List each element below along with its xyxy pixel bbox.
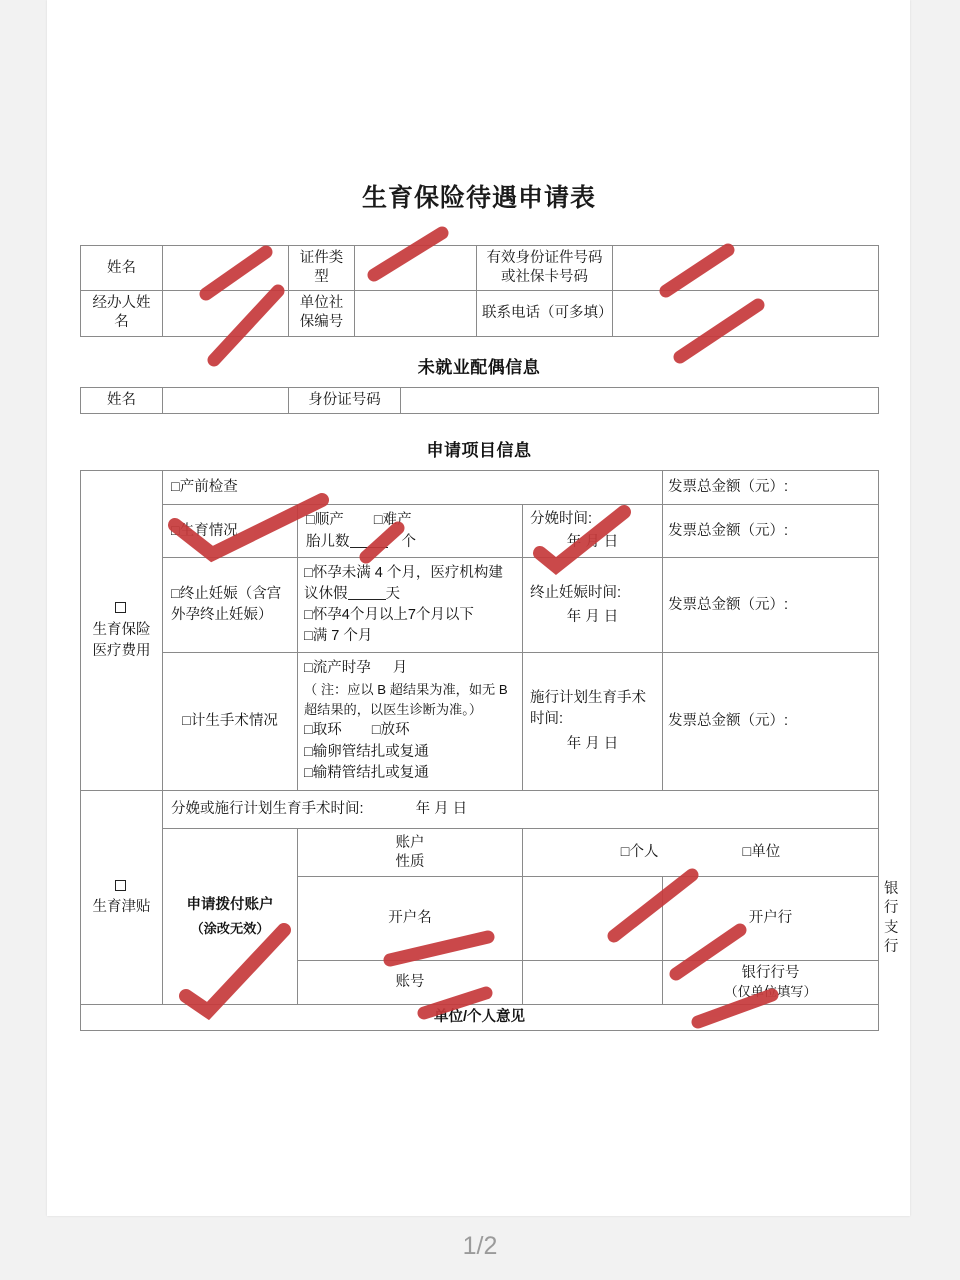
- field-fetus-count[interactable]: [350, 535, 388, 548]
- checkbox-medical[interactable]: [115, 600, 128, 616]
- field-agent-name[interactable]: [163, 291, 289, 336]
- table-row-surgery-time: [81, 791, 879, 829]
- field-birth-time-ymd: 年 月 日: [566, 534, 619, 551]
- invoice-termination[interactable]: 发票总金额（元）:: [663, 558, 879, 653]
- family-planning-details-cell: [298, 653, 523, 791]
- field-name[interactable]: [163, 246, 289, 291]
- option-under-4-months[interactable]: □怀孕未满 4 个月，医疗机构建议休假: [304, 565, 503, 603]
- option-termination[interactable]: [163, 558, 298, 653]
- table-row-termination: [81, 558, 879, 653]
- table-row: [81, 246, 879, 291]
- section-heading-spouse: 未就业配偶信息: [417, 358, 541, 377]
- field-surgery-time-ymd: 年 月 日: [415, 801, 468, 818]
- category-medical-cell: [81, 471, 163, 791]
- option-account-unit[interactable]: □单位: [742, 844, 781, 861]
- option-prenatal-label: □产前检查: [171, 479, 238, 495]
- field-id-type[interactable]: [355, 246, 477, 291]
- option-cesarean-birth[interactable]: □难产: [373, 511, 412, 528]
- page-title: 生育保险待遇申请表: [361, 184, 596, 212]
- category-medical-label: 生育保险医疗费用: [92, 621, 151, 660]
- table-row: [81, 291, 879, 336]
- section-heading-apply: 申请项目信息: [426, 441, 532, 460]
- field-contact-phone[interactable]: [613, 291, 879, 336]
- option-place-ring[interactable]: □放环: [371, 721, 410, 738]
- label-bank-code: [663, 960, 879, 1004]
- option-termination-label: □终止妊娠（含宫外孕终止妊娠）: [171, 586, 282, 624]
- option-tubal-ligation[interactable]: □输卵管结扎或复通: [304, 743, 429, 760]
- option-remove-ring[interactable]: □取环: [304, 721, 342, 738]
- surgery-time-row[interactable]: [163, 791, 879, 829]
- payment-account-note: （涂改无效）: [190, 920, 270, 936]
- invoice-prenatal[interactable]: 发票总金额（元）:: [663, 471, 879, 505]
- label-id-type: 证件类型: [289, 246, 355, 291]
- termination-details-cell: [298, 558, 523, 653]
- family-planning-time-cell[interactable]: [523, 653, 663, 791]
- label-spouse-id: 身份证号码: [289, 388, 401, 414]
- field-account-no[interactable]: [523, 960, 663, 1004]
- label-fetus-count: 胎儿数: [306, 533, 350, 550]
- label-bank-code-line2: （仅单位填写）: [724, 984, 817, 1000]
- termination-time-cell[interactable]: [523, 558, 663, 653]
- category-allowance-label: 生育津贴: [92, 899, 151, 916]
- table-row-prenatal: [81, 471, 879, 505]
- option-natural-birth[interactable]: □顺产: [306, 511, 344, 528]
- footer-opinion[interactable]: 单位/个人意见: [81, 1004, 879, 1030]
- option-over-7-months[interactable]: □满 7 个月: [304, 628, 373, 645]
- birth-details-cell: [298, 505, 523, 558]
- option-vasectomy[interactable]: □输精管结扎或复通: [304, 765, 429, 782]
- label-account-no: 账号: [298, 960, 523, 1004]
- field-leave-days[interactable]: [348, 587, 386, 600]
- option-birth-label: □生育情况: [171, 522, 238, 539]
- label-contact-phone: 联系电话（可多填）: [477, 291, 613, 336]
- unit-abortion-month: 月: [392, 660, 408, 677]
- table-row-family-planning: [81, 653, 879, 791]
- option-account-personal[interactable]: □个人: [620, 844, 659, 861]
- label-id-number: 有效身份证件号码或社保卡号码: [477, 246, 613, 291]
- label-account-nature: 账户 性质: [298, 829, 523, 877]
- birth-time-cell[interactable]: [523, 505, 663, 558]
- label-family-planning-time: 施行计划生育手术时间:: [530, 689, 646, 728]
- label-spouse-name: 姓名: [81, 388, 163, 414]
- checkbox-allowance[interactable]: [115, 878, 128, 894]
- option-family-planning-label: □计生手术情况: [182, 713, 278, 730]
- table-row-birth: [81, 505, 879, 558]
- option-birth[interactable]: [163, 505, 298, 558]
- apply-items-table: [80, 470, 899, 1031]
- label-termination-time: 终止妊娠时间:: [530, 584, 622, 601]
- label-unit-ss-code: 单位社保编号: [289, 291, 355, 336]
- document-page: [47, 0, 910, 1216]
- label-name: 姓名: [81, 246, 163, 291]
- invoice-birth[interactable]: 发票总金额（元）:: [663, 505, 879, 558]
- applicant-header-table: [80, 245, 879, 337]
- payment-account-label: 申请拨付账户: [186, 897, 274, 914]
- field-spouse-name[interactable]: [163, 388, 289, 414]
- option-prenatal[interactable]: [163, 471, 663, 505]
- label-agent-name: 经办人姓名: [81, 291, 163, 336]
- field-account-name[interactable]: [523, 877, 663, 961]
- table-row: [81, 388, 879, 414]
- field-termination-time-ymd: 年 月 日: [566, 608, 619, 625]
- table-row-opinion: [81, 1004, 879, 1030]
- field-id-number[interactable]: [613, 246, 879, 291]
- page-indicator: 1/2: [462, 1232, 498, 1260]
- label-birth-time: 分娩时间:: [530, 511, 593, 528]
- option-abortion-month[interactable]: □流产时孕: [304, 660, 371, 677]
- label-bank: 开户行: [663, 877, 879, 961]
- label-surgery-time: 分娩或施行计划生育手术时间:: [171, 801, 364, 818]
- account-nature-options: [523, 829, 879, 877]
- category-allowance-cell: [81, 791, 163, 1005]
- invoice-family-planning[interactable]: 发票总金额（元）:: [663, 653, 879, 791]
- field-family-planning-time-ymd: 年 月 日: [566, 736, 619, 753]
- unit-fetus-count: 个: [401, 533, 416, 550]
- field-unit-ss-code[interactable]: [355, 291, 477, 336]
- table-row-account-nature: [81, 829, 879, 877]
- unit-leave-days: 天: [385, 586, 400, 603]
- label-bank-code-line1: 银行行号: [741, 965, 800, 982]
- payment-account-cell: [163, 829, 298, 1005]
- option-family-planning[interactable]: [163, 653, 298, 791]
- option-4-to-7-months[interactable]: □怀孕4个月以上7个月以下: [304, 607, 474, 624]
- label-account-name: 开户名: [298, 877, 523, 961]
- spouse-table: [80, 387, 879, 414]
- field-spouse-id[interactable]: [401, 388, 879, 414]
- note-ultrasound: （ 注：应以 B 超结果为准，如无 B 超结果的，以医生诊断为准。）: [304, 682, 508, 717]
- table-row-account-name: 开户名 开户行 银行 支行: [81, 877, 879, 961]
